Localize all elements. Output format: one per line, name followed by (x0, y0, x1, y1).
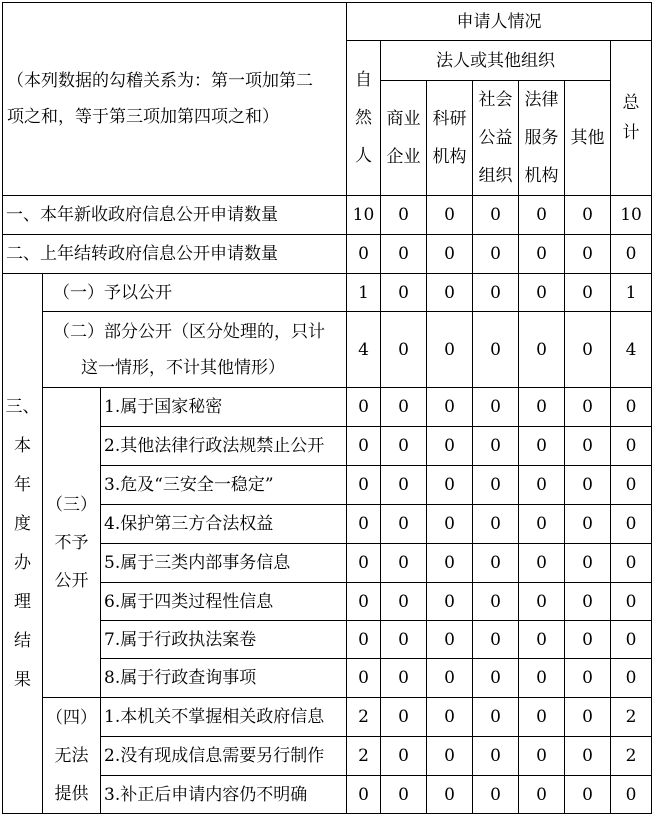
cell-value: 0 (381, 776, 427, 814)
row-label: 6.属于四类过程性信息 (101, 583, 347, 621)
cell-value: 0 (347, 544, 381, 583)
cell-value: 0 (519, 312, 565, 388)
cell-value: 0 (565, 235, 611, 274)
cell-value: 0 (473, 698, 519, 737)
row-label: 1.属于国家秘密 (101, 388, 347, 427)
cell-value: 0 (565, 659, 611, 698)
cell-value: 0 (611, 544, 652, 583)
cell-value: 0 (473, 505, 519, 544)
header-research: 科研 机构 (427, 81, 473, 196)
row-label: 2.其他法律行政法规禁止公开 (101, 427, 347, 466)
cell-value: 0 (473, 621, 519, 659)
cell-value: 10 (611, 196, 652, 235)
header-social-welfare: 社会 公益 组织 (473, 81, 519, 196)
cell-value: 0 (565, 776, 611, 814)
row-label: 8.属于行政查询事项 (101, 659, 347, 698)
cannot-provide-label: （四） 无法 提供 (43, 698, 101, 814)
cell-value: 0 (427, 544, 473, 583)
cell-value: 0 (347, 621, 381, 659)
cell-value: 0 (347, 505, 381, 544)
cell-value: 0 (519, 466, 565, 505)
cell-value: 0 (565, 737, 611, 776)
cell-value: 0 (381, 621, 427, 659)
cell-value: 0 (473, 312, 519, 388)
header-commercial: 商业 企业 (381, 81, 427, 196)
cell-value: 0 (565, 505, 611, 544)
cell-value: 0 (427, 659, 473, 698)
header-natural-person: 自 然 人 (347, 41, 381, 196)
cell-value: 0 (347, 583, 381, 621)
cell-value: 0 (427, 274, 473, 312)
cell-value: 0 (473, 466, 519, 505)
cell-value: 0 (565, 274, 611, 312)
cell-value: 0 (565, 196, 611, 235)
cell-value: 0 (519, 235, 565, 274)
row-label: （二）部分公开（区分处理的，只计 这一情形，不计其他情形） (43, 312, 347, 388)
table-row (3, 544, 652, 583)
cell-value: 0 (519, 388, 565, 427)
table-row (3, 312, 652, 388)
table-row (3, 196, 652, 235)
cell-value: 2 (611, 698, 652, 737)
cell-value: 0 (565, 698, 611, 737)
cell-value: 0 (611, 776, 652, 814)
cell-value: 0 (565, 312, 611, 388)
cell-value: 0 (427, 466, 473, 505)
cell-value: 0 (473, 776, 519, 814)
cell-value: 0 (611, 427, 652, 466)
cell-value: 0 (381, 388, 427, 427)
row-label: 1.本机关不掌握相关政府信息 (101, 698, 347, 737)
cell-value: 0 (519, 659, 565, 698)
section-three-label: 三、 本 年 度 办 理 结 果 (3, 274, 43, 814)
header-other: 其他 (565, 81, 611, 196)
cell-value: 0 (519, 583, 565, 621)
cell-value: 0 (381, 235, 427, 274)
cell-value: 0 (427, 427, 473, 466)
cell-value: 4 (611, 312, 652, 388)
cell-value: 0 (427, 698, 473, 737)
cell-value: 2 (611, 737, 652, 776)
cell-value: 0 (473, 583, 519, 621)
cell-value: 0 (519, 621, 565, 659)
cell-value: 0 (473, 659, 519, 698)
cell-value: 0 (565, 388, 611, 427)
row-label: 3.危及“三安全一稳定” (101, 466, 347, 505)
cell-value: 0 (427, 505, 473, 544)
cell-value: 0 (473, 196, 519, 235)
cell-value: 0 (611, 583, 652, 621)
table-row (3, 505, 652, 544)
cell-value: 0 (381, 583, 427, 621)
cell-value: 0 (381, 737, 427, 776)
table-row (3, 388, 652, 427)
row-label: 2.没有现成信息需要另行制作 (101, 737, 347, 776)
row-label: 二、上年结转政府信息公开申请数量 (3, 235, 347, 274)
cell-value: 0 (519, 427, 565, 466)
cell-value: 0 (473, 427, 519, 466)
table-row (3, 235, 652, 274)
cell-value: 1 (611, 274, 652, 312)
cell-value: 0 (427, 621, 473, 659)
cell-value: 0 (611, 505, 652, 544)
cell-value: 0 (347, 776, 381, 814)
not-public-label: （三） 不予 公开 (43, 388, 101, 698)
cell-value: 0 (565, 466, 611, 505)
cell-value: 0 (519, 505, 565, 544)
header-legal-service: 法律 服务 机构 (519, 81, 565, 196)
cell-value: 0 (565, 427, 611, 466)
cell-value: 0 (381, 196, 427, 235)
cell-value: 1 (347, 274, 381, 312)
cell-value: 0 (611, 235, 652, 274)
cell-value: 0 (473, 388, 519, 427)
cell-value: 0 (427, 196, 473, 235)
cell-value: 0 (473, 544, 519, 583)
cell-value: 0 (565, 583, 611, 621)
cell-value: 0 (347, 466, 381, 505)
cell-value: 0 (381, 544, 427, 583)
cell-value: 0 (347, 427, 381, 466)
cell-value: 0 (381, 698, 427, 737)
cell-value: 0 (473, 235, 519, 274)
cell-value: 0 (519, 737, 565, 776)
cell-value: 0 (427, 312, 473, 388)
cell-value: 0 (427, 737, 473, 776)
header-applicant-situation: 申请人情况 (347, 3, 652, 41)
cell-value: 0 (347, 659, 381, 698)
cell-value: 0 (565, 621, 611, 659)
header-note: （本列数据的勾稽关系为：第一项加第二 项之和，等于第三项加第四项之和） (3, 3, 347, 196)
cell-value: 0 (519, 698, 565, 737)
row-label: （一）予以公开 (43, 274, 347, 312)
table-row (3, 427, 652, 466)
gov-info-disclosure-table (2, 2, 652, 814)
cell-value: 0 (611, 466, 652, 505)
table-row (3, 737, 652, 776)
cell-value: 0 (519, 196, 565, 235)
table-row (3, 776, 652, 814)
cell-value: 0 (473, 737, 519, 776)
row-label: 4.保护第三方合法权益 (101, 505, 347, 544)
cell-value: 0 (347, 388, 381, 427)
cell-value: 0 (427, 388, 473, 427)
cell-value: 0 (427, 235, 473, 274)
cell-value: 0 (381, 312, 427, 388)
cell-value: 2 (347, 737, 381, 776)
cell-value: 0 (473, 274, 519, 312)
table-row (3, 698, 652, 737)
cell-value: 2 (347, 698, 381, 737)
table-row (3, 659, 652, 698)
table-row (3, 466, 652, 505)
table-row (3, 621, 652, 659)
cell-value: 0 (519, 776, 565, 814)
cell-value: 0 (427, 583, 473, 621)
cell-value: 0 (427, 776, 473, 814)
cell-value: 0 (347, 235, 381, 274)
row-label: 7.属于行政执法案卷 (101, 621, 347, 659)
cell-value: 0 (381, 274, 427, 312)
row-label: 3.补正后申请内容仍不明确 (101, 776, 347, 814)
table-row (3, 274, 652, 312)
cell-value: 0 (381, 427, 427, 466)
cell-value: 4 (347, 312, 381, 388)
header-legal-or-other: 法人或其他组织 (381, 41, 611, 81)
cell-value: 0 (381, 659, 427, 698)
cell-value: 0 (381, 466, 427, 505)
cell-value: 0 (611, 659, 652, 698)
row-label: 一、本年新收政府信息公开申请数量 (3, 196, 347, 235)
table-row (3, 583, 652, 621)
header-total: 总 计 (611, 41, 652, 196)
cell-value: 0 (611, 388, 652, 427)
cell-value: 0 (381, 505, 427, 544)
cell-value: 0 (519, 274, 565, 312)
cell-value: 0 (611, 621, 652, 659)
cell-value: 10 (347, 196, 381, 235)
cell-value: 0 (565, 544, 611, 583)
row-label: 5.属于三类内部事务信息 (101, 544, 347, 583)
cell-value: 0 (519, 544, 565, 583)
